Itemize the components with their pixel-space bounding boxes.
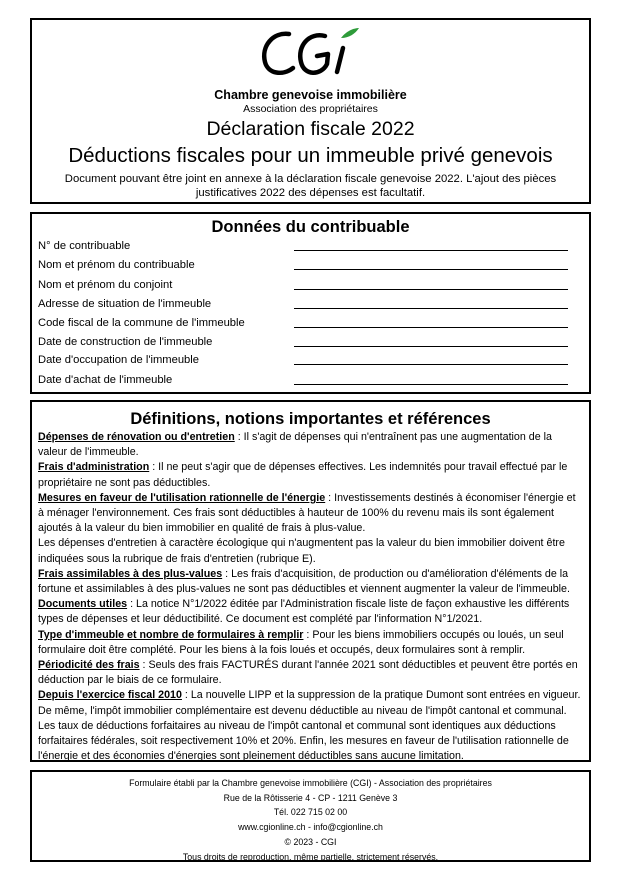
definition-item [38, 460, 583, 490]
field-line[interactable] [294, 269, 568, 270]
field-occupation-date [38, 352, 568, 368]
definition-item [38, 597, 583, 627]
definition-item [38, 430, 583, 460]
definition-text: : Il ne peut s'agir que de dépenses effectives. Les indemnités pour travail effectué par le propriétaire ne sont pas déductibles. [38, 461, 568, 489]
field-taxpayer-name [38, 257, 568, 273]
taxpayer-box [30, 212, 591, 394]
definition-text: : Les frais d'acquisition, de production ou d'amélioration d'éléments de la fortune et assimilables à des plus-values ne sont pas déductibles et viennent augmenter la valeur de l'immeuble. [38, 567, 570, 596]
field-purchase-date [38, 372, 568, 388]
field-label: Code fiscal de la commune de l'immeuble [38, 317, 245, 329]
field-line[interactable] [294, 384, 568, 385]
field-line[interactable] [294, 346, 568, 347]
footer-web[interactable]: www.cgionline.ch - info@cgionline.ch [238, 822, 383, 833]
field-line[interactable] [294, 308, 568, 309]
field-label: Adresse de situation de l'immeuble [38, 298, 212, 310]
definition-text: Les dépenses d'entretien à caractère écologique qui n'augmentent pas la valeur du bien immobilier doivent être indiquées sous la rubrique de frais d'entretien (rubrique E). [38, 537, 565, 565]
footer-phone: Tél. 022 715 02 00 [273, 807, 348, 818]
definition-item [38, 567, 583, 597]
definition-item [38, 536, 583, 566]
footer-address: Rue de la Rôtisserie 4 - CP - 1211 Genève 3 [223, 792, 398, 803]
header-box [30, 18, 591, 204]
definition-text: : La nouvelle LIPP et la suppression de la pratique Dumont sont entrées en vigueur. De même, l'impôt immobilier complémentaire est devenu déductible au niveau de l'impôt cantonal et communal. Les taux de déductions forfaitaires au niveau de l'impôt cantonal et communal sont identiques aux déductions forfaitaires fédérales, soit respectivement 10% et 20%. Enfin, les mesures en faveur de l'utilisation rationnelle de l'énergie et des économies d'énergies sont pleinement déductibles sans aucune limitation. [38, 689, 581, 763]
field-line[interactable] [294, 364, 568, 365]
definition-term: Type d'immeuble et nombre de formulaires à remplir [38, 628, 304, 641]
org-subtitle: Association des propriétaires [243, 103, 378, 115]
definition-term: Documents utiles [38, 598, 128, 611]
definition-term: Périodicité des frais [38, 659, 140, 672]
definition-text: : Seuls des frais FACTURÉS durant l'année 2021 sont déductibles et peuvent être portés en déduction par le biais de ce formulaire. [38, 659, 578, 687]
definition-item [38, 688, 583, 764]
footer-text [32, 776, 589, 864]
field-label: Date d'occupation de l'immeuble [38, 354, 199, 366]
field-spouse-name [38, 277, 568, 293]
footer-line: Formulaire établi par la Chambre genevoise immobilière (CGI) - Association des propriétaires [129, 778, 492, 788]
field-property-address [38, 296, 568, 312]
definitions-body [38, 430, 583, 764]
field-line[interactable] [294, 289, 568, 290]
main-title: Déductions fiscales pour un immeuble privé genevois [68, 144, 553, 167]
definition-text: : Investissements destinés à économiser l'énergie et à ménager l'environnement. Ces frais sont déductibles à hauteur de 100% du revenu mais ils sont également ajoutés à la valeur du bien immobilier en qualité de frais à plus-value. [38, 491, 576, 535]
field-commune-code [38, 315, 568, 331]
definitions-title: Définitions, notions importantes et références [130, 410, 491, 428]
intro-text: Document pouvant être joint en annexe à la déclaration fiscale genevoise 2022. L'ajout des pièces justificatives 2022 des dépenses est facultatif. [64, 173, 557, 199]
definition-term: Depuis l'exercice fiscal 2010 [38, 689, 182, 702]
org-name: Chambre genevoise immobilière [214, 88, 407, 102]
definition-item [38, 658, 583, 688]
field-construction-date [38, 334, 568, 350]
definition-item [38, 491, 583, 537]
definition-term: Dépenses de rénovation ou d'entretien [38, 431, 235, 443]
footer-rights: Tous droits de reproduction, même partielle, strictement réservés. [182, 851, 439, 862]
definition-text: : Il s'agit de dépenses qui n'entraînent pas une augmentation de la valeur de l'immeuble. [38, 431, 552, 459]
cgi-logo [32, 24, 589, 74]
field-label: Nom et prénom du conjoint [38, 279, 173, 291]
definition-term: Mesures en faveur de l'utilisation rationnelle de l'énergie [38, 491, 326, 504]
field-taxpayer-number [38, 238, 568, 254]
footer-copyright: © 2023 - CGI [284, 836, 337, 847]
field-line[interactable] [294, 250, 568, 251]
field-label: Date d'achat de l'immeuble [38, 374, 173, 386]
footer-box [30, 770, 591, 862]
declaration-title: Déclaration fiscale 2022 [206, 118, 415, 140]
definition-item [38, 628, 583, 658]
taxpayer-title: Données du contribuable [211, 218, 410, 236]
cgi-logo-icon [251, 24, 371, 84]
definition-text: : La notice N°1/2022 éditée par l'Administration fiscale liste de façon exhaustive les différents types de dépenses et leur déductibilité. Ce document est complété par l'information N°1/2021. [38, 598, 570, 626]
field-label: N° de contribuable [38, 240, 131, 252]
field-label: Nom et prénom du contribuable [38, 259, 195, 271]
field-line[interactable] [294, 327, 568, 328]
field-label: Date de construction de l'immeuble [38, 336, 213, 348]
definition-term: Frais assimilables à des plus-values [38, 567, 223, 580]
definition-term: Frais d'administration [38, 461, 150, 474]
definition-text: : Pour les biens immobiliers occupés ou loués, un seul formulaire doit être complété. Pour les biens à la fois loués et occupés, deux formulaires sont à remplir. [38, 628, 564, 656]
definitions-box [30, 400, 591, 762]
